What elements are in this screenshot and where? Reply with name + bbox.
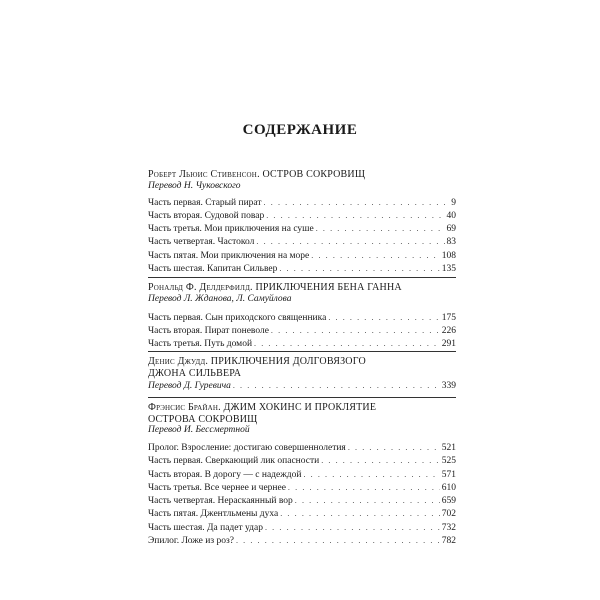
dot-leader — [254, 337, 440, 350]
dot-leader — [288, 481, 440, 494]
dot-leader — [321, 454, 440, 467]
toc-entry-page: 659 — [441, 496, 456, 507]
toc-entry[interactable] — [148, 494, 456, 507]
toc-entry-page: 521 — [441, 443, 456, 453]
section-author: Денис Джудд. — [148, 356, 209, 367]
section-divider — [148, 277, 456, 278]
toc-entry[interactable] — [148, 379, 456, 392]
toc-section-ben-gunn — [148, 282, 456, 350]
toc-entry-label: Часть четвертая. Нераскаянный вор — [148, 496, 293, 507]
toc-entry-label: Часть первая. Сверкающий лик опасности — [148, 456, 320, 467]
toc-entry[interactable] — [148, 468, 456, 481]
toc-entry-label: Часть вторая. Судовой повар — [148, 210, 265, 221]
dot-leader — [328, 311, 439, 324]
toc-entry-page: 571 — [441, 469, 456, 480]
dot-leader — [303, 468, 439, 481]
toc-section-jim-hawkins — [148, 402, 456, 547]
toc-entry-page: 782 — [441, 536, 456, 547]
section-work-title-line2: ДЖОНА СИЛЬВЕРА — [148, 367, 242, 379]
toc-entry-page: 610 — [441, 482, 456, 493]
toc-entry[interactable] — [148, 249, 456, 262]
dot-leader — [264, 196, 450, 209]
toc-entry-label: Часть вторая. Пират поневоле — [148, 325, 269, 336]
dot-leader — [348, 441, 440, 454]
dot-leader — [233, 379, 440, 392]
section-work-title-line2: ОСТРОВА СОКРОВИЩ — [148, 413, 258, 425]
dot-leader — [295, 494, 440, 507]
toc-entry[interactable] — [148, 454, 456, 467]
toc-entry[interactable] — [148, 311, 456, 324]
toc-entries — [148, 441, 456, 547]
dot-leader — [280, 507, 440, 520]
section-translator: Перевод Н. Чуковского — [148, 180, 241, 191]
toc-section-treasure-island — [148, 169, 456, 275]
toc-entry-label: Часть шестая. Да падет удар — [148, 522, 263, 533]
toc-entry[interactable] — [148, 337, 456, 350]
section-divider — [148, 397, 456, 398]
toc-entry[interactable] — [148, 222, 456, 235]
dot-leader — [265, 521, 440, 534]
dot-leader — [279, 262, 439, 275]
toc-entry-label: Часть шестая. Капитан Сильвер — [148, 263, 278, 274]
toc-entry-label: Часть первая. Сын приходского священника — [148, 312, 327, 323]
dot-leader — [311, 249, 439, 262]
section-work-title: ОСТРОВ СОКРОВИЩ — [262, 169, 366, 180]
toc-entry-label: Часть вторая. В дорогу — с надеждой — [148, 469, 302, 480]
toc-entry-label: Часть четвертая. Частокол — [148, 237, 255, 248]
toc-entry-label: Эпилог. Ложе из роз? — [148, 536, 234, 547]
toc-entry-label: Пролог. Взросление: достигаю совершеннолетия — [148, 443, 346, 453]
toc-entry-page: 135 — [441, 263, 456, 274]
toc-entry-page: 175 — [441, 312, 456, 323]
section-heading — [148, 282, 456, 294]
dot-leader — [266, 209, 444, 222]
section-divider — [148, 351, 456, 352]
toc-entry-page: 69 — [446, 224, 456, 235]
section-work-title: ПРИКЛЮЧЕНИЯ ДОЛГОВЯЗОГО — [210, 356, 366, 367]
toc-entry-page: 702 — [441, 509, 456, 520]
toc-entry[interactable] — [148, 481, 456, 494]
toc-entry-label: Часть третья. Все чернее и чернее — [148, 482, 286, 493]
toc-entry-label: Часть пятая. Мои приключения на море — [148, 250, 310, 261]
toc-entry[interactable] — [148, 441, 456, 454]
toc-entry[interactable] — [148, 324, 456, 337]
dot-leader — [236, 534, 440, 547]
toc-entry[interactable] — [148, 521, 456, 534]
section-heading — [148, 169, 456, 181]
page-title: СОДЕРЖАНИЕ — [242, 122, 358, 138]
toc-entries — [148, 311, 456, 351]
dot-leader — [271, 324, 440, 337]
toc-entry-page: 732 — [441, 522, 456, 533]
section-translator: Перевод Д. Гуревича — [148, 381, 231, 391]
section-work-title: ДЖИМ ХОКИНС И ПРОКЛЯТИЕ — [223, 402, 377, 413]
toc-entry[interactable] — [148, 262, 456, 275]
toc-entry[interactable] — [148, 196, 456, 209]
toc-entry-label: Часть третья. Мои приключения на суше — [148, 224, 314, 235]
toc-entry-label: Часть третья. Путь домой — [148, 339, 253, 350]
section-author: Рональд Ф. Делдерфилд. — [148, 282, 253, 293]
section-heading — [148, 356, 456, 368]
toc-entry-page: 291 — [441, 339, 456, 350]
dot-leader — [316, 222, 445, 235]
toc-entry[interactable] — [148, 235, 456, 248]
section-translator: Перевод И. Бессмертной — [148, 425, 250, 435]
section-work-title: ПРИКЛЮЧЕНИЯ БЕНА ГАННА — [255, 282, 402, 293]
toc-entry-page: 226 — [441, 325, 456, 336]
section-translator: Перевод Л. Жданова, Л. Самуйлова — [148, 293, 292, 304]
toc-entry-page: 339 — [441, 381, 456, 391]
toc-entry-page: 108 — [441, 250, 456, 261]
toc-entries — [148, 196, 456, 276]
section-author: Роберт Льюис Стивенсон. — [148, 169, 260, 180]
toc-entry[interactable] — [148, 507, 456, 520]
section-heading — [148, 402, 456, 414]
toc-entry-page: 83 — [446, 237, 456, 248]
toc-entry-page: 9 — [451, 197, 456, 208]
section-author: Фрэнсис Брайан. — [148, 402, 221, 413]
toc-section-long-john-silver — [148, 356, 456, 392]
toc-entry-label: Часть первая. Старый пират — [148, 197, 262, 208]
toc-entry-page: 525 — [441, 456, 456, 467]
toc-entry[interactable] — [148, 209, 456, 222]
dot-leader — [256, 235, 444, 248]
toc-entry-page: 40 — [446, 210, 456, 221]
toc-entry-label: Часть пятая. Джентльмены духа — [148, 509, 279, 520]
toc-entry[interactable] — [148, 534, 456, 547]
